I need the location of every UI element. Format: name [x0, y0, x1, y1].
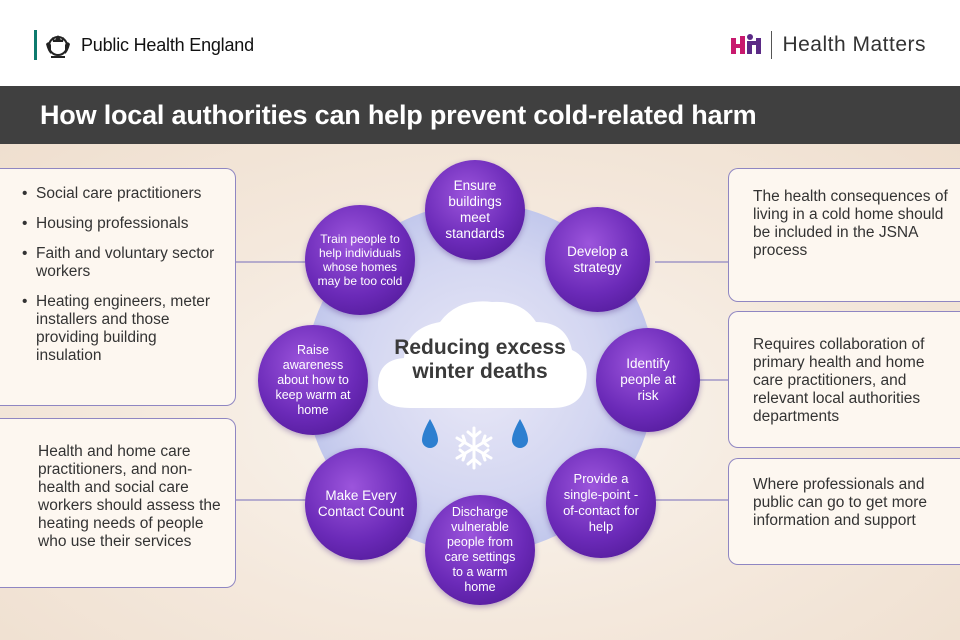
node-label: Make Every Contact Count [317, 488, 405, 519]
node-label: Discharge vulnerable people from care settings to a warm home [444, 505, 516, 594]
phe-name: Public Health England [81, 34, 254, 55]
jsna-text: The health consequences of living in a cold home should be included in the JSNA process [753, 188, 948, 259]
collaboration-box [728, 311, 960, 448]
information-box [728, 458, 960, 565]
node-make-every-contact[interactable] [305, 448, 417, 560]
node-develop-strategy[interactable] [545, 207, 650, 312]
jsna-box [728, 168, 960, 302]
node-raise-awareness[interactable] [258, 325, 368, 435]
health-matters-name: Health Matters [782, 33, 926, 56]
workers-list [0, 169, 235, 365]
node-single-point-contact[interactable] [546, 448, 656, 558]
collaboration-text: Requires collaboration of primary health and home care practitioners, and relevant local authorities departments [753, 336, 925, 425]
node-label: Raise awareness about how to keep warm at home [275, 342, 351, 417]
node-discharge-vulnerable[interactable] [425, 495, 535, 605]
assess-needs-box [0, 418, 236, 588]
node-label: Identify people at risk [620, 356, 676, 403]
list-item: • Faith and voluntary sector workers [36, 245, 225, 281]
node-label: Develop a strategy [567, 243, 628, 275]
workers-list-box [0, 168, 236, 406]
information-text: Where professionals and public can go to get more information and support [753, 476, 928, 529]
assess-needs-text: Health and home care practitioners, and non-health and social care workers should assess the heating needs of people who use their services [38, 443, 221, 550]
node-label: Provide a single-point -of-contact for help [563, 471, 639, 534]
list-item: • Social care practitioners [36, 185, 225, 203]
node-label: Train people to help individuals whose homes may be too cold [317, 232, 403, 288]
center-label: Reducing excess winter deaths [394, 336, 566, 383]
node-identify-people[interactable] [596, 328, 700, 432]
node-label: Ensure buildings meet standards [445, 178, 505, 241]
page-title: How local authorities can help prevent cold-related harm [40, 100, 757, 130]
node-train-people[interactable] [305, 205, 415, 315]
list-item: • Housing professionals [36, 215, 225, 233]
node-ensure-buildings[interactable] [425, 160, 525, 260]
list-item: • Heating engineers, meter installers and those providing building insulation [36, 293, 225, 365]
